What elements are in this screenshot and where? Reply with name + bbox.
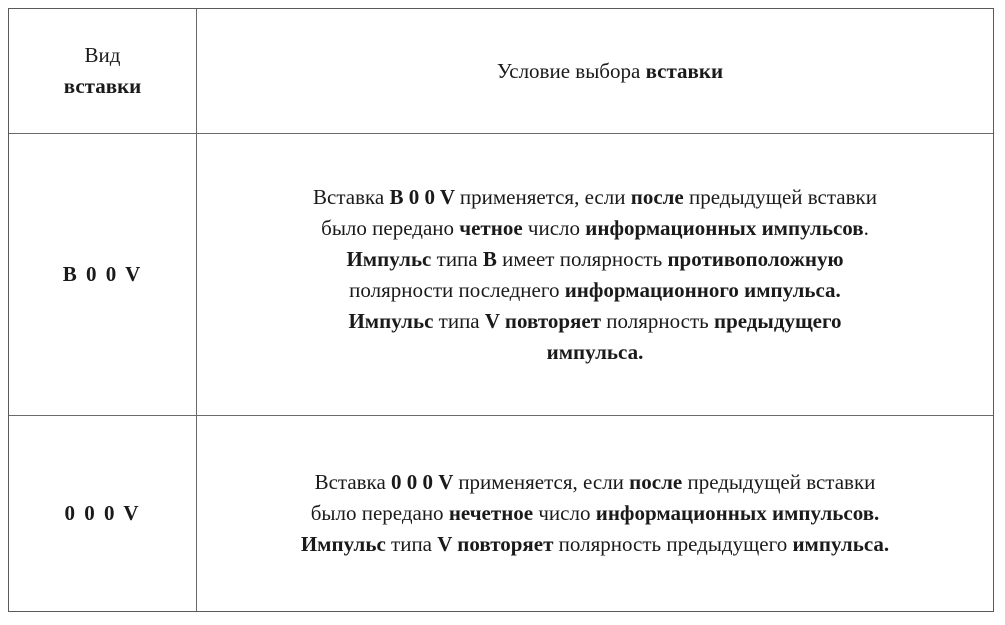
text-run: типа (433, 308, 485, 333)
text-run: полярность предыдущего (553, 532, 793, 556)
bold-run: информационных импульсов. (595, 501, 880, 525)
text-line (301, 529, 889, 560)
text-run: имеет полярность (496, 246, 668, 271)
text-run: число (522, 215, 586, 240)
bold-run: Импульс (348, 308, 434, 333)
bold-run: информационных импульсов (585, 215, 864, 240)
text-line (313, 213, 877, 244)
row-condition-cell-b00v (197, 134, 993, 415)
bold-run: Импульс (346, 246, 432, 271)
text-run: было передано (321, 215, 460, 240)
text-run: типа (431, 246, 483, 271)
row-label-b00v: B 0 0 V (62, 262, 143, 286)
header-condition-bold: вставки (645, 58, 724, 83)
header-type-word2: вставки (63, 74, 142, 98)
bold-run: информационного импульса. (564, 277, 841, 302)
text-run: . (863, 215, 869, 240)
bold-run: импульса. (792, 532, 890, 556)
condition-text-b00v (313, 182, 877, 368)
row-label-000v: 0 0 0 V (64, 501, 141, 525)
text-run: предыдущей вставки (683, 184, 877, 209)
text-line (313, 337, 877, 368)
header-condition-normal: Условие выбора (496, 58, 646, 83)
text-line (313, 182, 877, 213)
bold-run: V повторяет (484, 308, 602, 333)
bold-run: 0 0 0 V (391, 470, 459, 494)
text-line (301, 498, 889, 529)
header-cell-type (9, 9, 196, 133)
text-line (313, 275, 877, 306)
text-run: применяется, если (458, 470, 630, 494)
text-run: полярность (601, 308, 714, 333)
text-run: предыдущей вставки (682, 470, 876, 494)
bold-run: B (482, 246, 497, 271)
text-run: число (533, 501, 596, 525)
header-type-label (64, 40, 142, 102)
text-run: типа (385, 532, 438, 556)
bold-run: V повторяет (437, 532, 554, 556)
bold-run: Импульс (300, 532, 386, 556)
header-cell-condition (197, 9, 993, 133)
bold-run: после (629, 470, 683, 494)
row-label-cell-000v (9, 416, 196, 611)
text-run: полярности последнего (349, 277, 565, 302)
header-type-word1: Вид (84, 43, 121, 67)
bold-run: нечетное (448, 501, 534, 525)
text-line (301, 467, 889, 498)
text-line (313, 244, 877, 275)
text-run: Вставка (313, 184, 390, 209)
bold-run: четное (459, 215, 523, 240)
condition-text-000v (301, 467, 889, 560)
row-label-cell-b00v (9, 134, 196, 415)
bold-run: B 0 0 V (389, 184, 460, 209)
bold-run: предыдущего (713, 308, 842, 333)
text-run: применяется, если (459, 184, 631, 209)
bold-run: импульса. (546, 339, 644, 364)
text-run: Вставка (314, 470, 392, 494)
text-run: было передано (310, 501, 449, 525)
insertion-type-table (8, 8, 994, 612)
bold-run: после (630, 184, 684, 209)
header-condition-label (467, 59, 723, 84)
bold-run: противоположную (667, 246, 844, 271)
row-condition-cell-000v (197, 416, 993, 611)
text-line (313, 306, 877, 337)
